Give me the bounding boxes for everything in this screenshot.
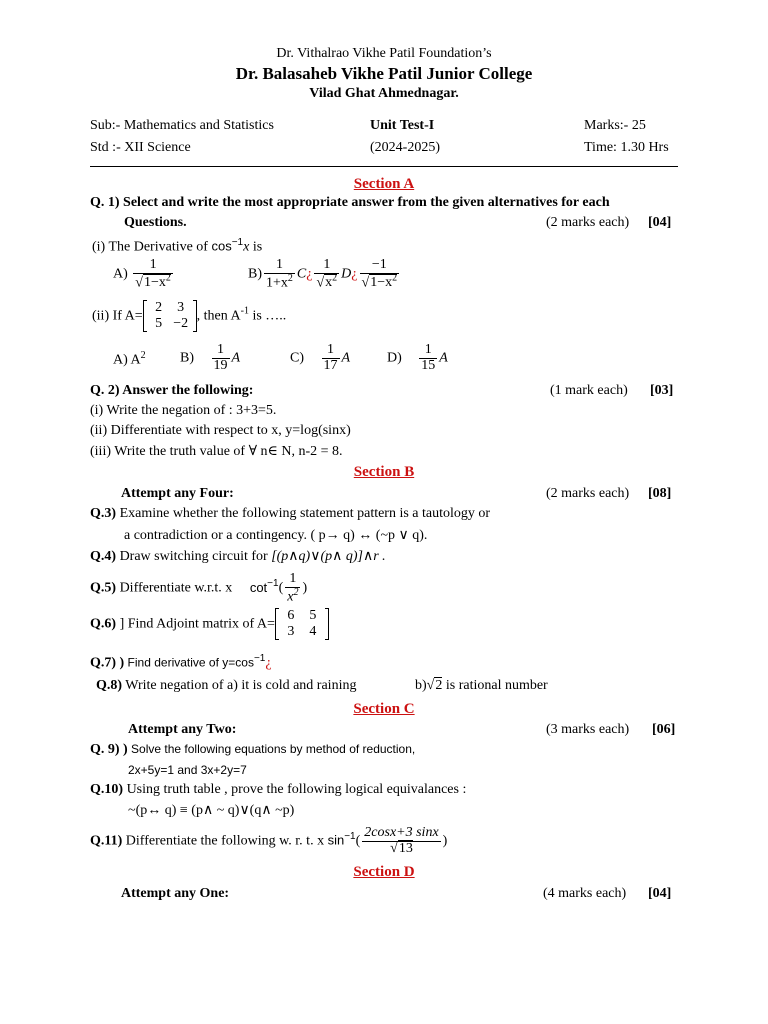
q1-ii-matrix bbox=[143, 300, 197, 332]
option-a-den: $√1-x^2$ bbox=[135, 272, 171, 291]
option-b-fraction bbox=[264, 258, 295, 291]
q1-heading-cont: Questions. bbox=[124, 215, 187, 230]
q5-text: Differentiate w.r.t. x bbox=[116, 580, 233, 596]
option-c-mark: ¿ bbox=[306, 266, 313, 282]
option-a-label: A) bbox=[113, 266, 128, 282]
q1-ii-option-a bbox=[113, 350, 146, 369]
q1-heading: Q. 1) Select and write the most appropriate answer from the given alternatives for each bbox=[90, 195, 610, 210]
section-b-attempt: Attempt any Four: bbox=[121, 486, 234, 501]
q9-number: Q. 9) ) bbox=[90, 742, 128, 757]
college-place: Vilad Ghat Ahmednagar. bbox=[309, 86, 459, 101]
q11-den-rad: 13 bbox=[398, 840, 413, 856]
q4 bbox=[90, 548, 386, 565]
option-d-exp: 2 bbox=[392, 272, 398, 284]
q2-ii: (ii) Differentiate with respect to x, y=log(sinx) bbox=[90, 423, 351, 438]
q1-ii-option-b bbox=[180, 343, 240, 373]
q8-text: Write negation of a) it is cold and raining bbox=[122, 678, 357, 693]
q2-heading: Q. 2) Answer the following: bbox=[90, 383, 254, 398]
q1-i-options bbox=[113, 258, 175, 291]
section-c-total: [06] bbox=[652, 722, 676, 737]
option-d-fraction bbox=[360, 258, 400, 291]
q6-text: ] Find Adjoint matrix of A= bbox=[116, 616, 275, 632]
matrix-cell: 4 bbox=[309, 624, 317, 640]
matrix-row bbox=[148, 300, 192, 316]
q1-ii-then: , then A bbox=[196, 308, 241, 324]
q5-number: Q.5) bbox=[90, 580, 117, 596]
option-b-num: 1 bbox=[264, 258, 295, 274]
ii-option-c-a: A bbox=[341, 350, 351, 366]
section-c-attempt: Attempt any Two: bbox=[128, 722, 237, 737]
matrix-cell: 6 bbox=[287, 608, 295, 623]
academic-year: (2024-2025) bbox=[370, 140, 440, 155]
option-a-fraction bbox=[133, 258, 173, 291]
option-a-exp: 2 bbox=[165, 272, 171, 284]
section-d-attempt: Attempt any One: bbox=[121, 886, 230, 901]
ii-option-c-fraction bbox=[322, 343, 340, 373]
section-d-title: Section D bbox=[353, 864, 415, 880]
q6 bbox=[90, 608, 329, 640]
matrix-cell: 2 bbox=[155, 300, 163, 315]
option-b-exp: 2 bbox=[287, 272, 293, 284]
q9-text: Solve the following equations by method of reduction, bbox=[127, 742, 416, 756]
ii-option-b-label: B) bbox=[180, 350, 194, 366]
q5-den-exp: 2 bbox=[293, 586, 299, 598]
ii-option-a-value: A bbox=[130, 352, 141, 368]
q8-b-end: is rational number bbox=[442, 678, 548, 693]
q1-ii-option-d bbox=[387, 343, 448, 373]
option-d-mark: ¿ bbox=[351, 266, 358, 282]
option-c-rad: x bbox=[325, 275, 333, 291]
q5-den bbox=[285, 588, 300, 605]
ii-option-a-sup: 2 bbox=[140, 350, 146, 361]
ii-option-b-a: A bbox=[231, 350, 241, 366]
option-c-exp: 2 bbox=[332, 272, 338, 284]
q8-b-label: b) bbox=[415, 678, 427, 693]
q1-ii-sup: -1 bbox=[240, 305, 249, 317]
matrix-cell: −2 bbox=[173, 316, 189, 332]
q2-marks: (1 mark each) bbox=[550, 383, 628, 398]
ii-option-d-label: D) bbox=[387, 350, 402, 366]
q1-i-text: (i) The Derivative of bbox=[92, 239, 208, 255]
option-c-num: 1 bbox=[314, 258, 339, 274]
foundation-name: Dr. Vithalrao Vikhe Patil Foundation’s bbox=[276, 46, 492, 61]
ii-option-d-num: 1 bbox=[419, 343, 437, 359]
option-c-den: $√x^2$ bbox=[316, 272, 338, 291]
q9 bbox=[90, 742, 415, 758]
matrix-row bbox=[280, 624, 324, 640]
q11-fraction bbox=[362, 826, 440, 856]
q1-ii-prefix: (ii) If A= bbox=[92, 308, 143, 324]
q10-expression: ~(p↔ q) ≡ (p∧ ~ q)∨(q∧ ~p) bbox=[128, 803, 295, 818]
option-d-num: −1 bbox=[360, 258, 400, 274]
q1-ii bbox=[92, 300, 286, 332]
q2-iii: (iii) Write the truth value of ∀ n∈ N, n-2 = 8. bbox=[90, 444, 343, 459]
section-b-marks: (2 marks each) bbox=[546, 486, 630, 501]
marks-total: Marks:- 25 bbox=[584, 118, 646, 133]
ii-option-d-a: A bbox=[439, 350, 448, 366]
option-b-den bbox=[264, 274, 295, 291]
section-b-title: Section B bbox=[353, 464, 415, 480]
q5-fraction bbox=[285, 572, 300, 605]
header-divider bbox=[90, 166, 678, 167]
section-c-title: Section C bbox=[353, 701, 415, 717]
q3 bbox=[90, 506, 490, 522]
matrix-row bbox=[280, 608, 324, 624]
matrix-row bbox=[148, 316, 192, 332]
ii-option-b-fraction bbox=[212, 343, 230, 373]
q11: Q.11) Differentiate the following w. r. t. x $\sin^{-1}$( $\frac{2\cos x+3 \sin x}{√13}$ ) bbox=[90, 825, 448, 856]
q11-sup: −1 bbox=[344, 830, 356, 842]
q7-text: Find derivative of y=cos bbox=[124, 655, 254, 670]
q6-number: Q.6) bbox=[90, 616, 117, 632]
q1-total: [04] bbox=[648, 215, 672, 230]
section-b-total: [08] bbox=[648, 486, 672, 501]
standard: Std :- XII Science bbox=[90, 140, 191, 155]
q5: Q.5) Differentiate w.r.t. x $\cot^{-1}$( $\frac{1}{x^2}$ ) bbox=[90, 571, 308, 605]
time-duration: Time: 1.30 Hrs bbox=[584, 140, 669, 155]
q7-sup: −1 bbox=[253, 653, 266, 664]
test-name: Unit Test-I bbox=[370, 118, 435, 133]
q1-i-sup: −1 bbox=[231, 237, 244, 248]
q1-ii-end: is ….. bbox=[248, 308, 287, 324]
q10-number: Q.10) bbox=[90, 782, 124, 797]
q7-number: Q.7) ) bbox=[90, 655, 125, 671]
q11-text: Differentiate the following w. r. t. x bbox=[122, 833, 325, 849]
q11-num: 2cosx+3 sinx bbox=[364, 825, 439, 840]
option-b-den-text: 1+x bbox=[266, 275, 288, 291]
ii-option-d-fraction bbox=[419, 343, 437, 373]
q11-den: √13 bbox=[390, 840, 413, 856]
q1-i-func: cos bbox=[211, 238, 232, 254]
q5-sup: −1 bbox=[267, 578, 279, 590]
section-d-marks: (4 marks each) bbox=[543, 886, 627, 901]
q3-text: Examine whether the following statement pattern is a tautology or bbox=[116, 506, 491, 521]
section-c-marks: (3 marks each) bbox=[546, 722, 630, 737]
q5-func: cot bbox=[249, 579, 268, 595]
q6-matrix bbox=[275, 608, 329, 640]
q1-i-is: is bbox=[252, 239, 263, 255]
matrix-cell: 3 bbox=[287, 624, 295, 640]
section-a-title: Section A bbox=[353, 176, 415, 192]
q1-i bbox=[92, 237, 262, 256]
q2-total: [03] bbox=[650, 383, 674, 398]
ii-option-c-num: 1 bbox=[322, 343, 340, 359]
q8 bbox=[96, 678, 356, 694]
q3-cont: a contradiction or a contingency. ( p→ q) ↔ (~p ∨ q). bbox=[124, 528, 428, 543]
q1-ii-option-c bbox=[290, 343, 350, 373]
q7-mark: ¿ bbox=[265, 655, 272, 671]
option-b-label: B) bbox=[248, 266, 262, 282]
q5-num: 1 bbox=[285, 572, 300, 588]
ii-option-c-den: 17 bbox=[323, 357, 338, 373]
ii-option-b-den: 19 bbox=[213, 357, 228, 373]
ii-option-c-label: C) bbox=[290, 350, 304, 366]
q1-i-options-bcd bbox=[248, 258, 401, 291]
option-a-rad: 1−x bbox=[143, 275, 166, 291]
option-a-num: 1 bbox=[133, 258, 173, 274]
q4-number: Q.4) bbox=[90, 549, 117, 564]
q10 bbox=[90, 782, 466, 798]
q5-den-var: x bbox=[287, 589, 294, 605]
ii-option-d-den: 15 bbox=[421, 357, 436, 373]
q8-b: b)√2 is rational number bbox=[415, 678, 548, 693]
option-d-rad: 1−x bbox=[370, 275, 393, 291]
option-d-label: D bbox=[341, 266, 352, 282]
q8-b-rad: 2 bbox=[435, 678, 443, 693]
section-d-total: [04] bbox=[648, 886, 672, 901]
q1-i-var: x bbox=[243, 239, 250, 255]
option-d-den: $√1-x^2$ bbox=[361, 272, 398, 291]
subject: Sub:- Mathematics and Statistics bbox=[90, 118, 274, 133]
ii-option-a-label: A) bbox=[113, 352, 128, 368]
q8-number: Q.8) bbox=[96, 678, 123, 693]
q1-marks: (2 marks each) bbox=[546, 215, 630, 230]
q7 bbox=[90, 653, 272, 672]
matrix-cell: 5 bbox=[309, 608, 317, 623]
q9-equations: 2x+5y=1 and 3x+2y=7 bbox=[128, 763, 247, 777]
q11-func: sin bbox=[327, 832, 345, 848]
q11-number: Q.11) bbox=[90, 833, 123, 849]
option-c-fraction bbox=[314, 258, 339, 291]
q2-i: (i) Write the negation of : 3+3=5. bbox=[90, 403, 277, 418]
option-c-label: C bbox=[296, 266, 307, 282]
ii-option-b-num: 1 bbox=[212, 343, 230, 359]
q3-number: Q.3) bbox=[90, 506, 117, 521]
college-name: Dr. Balasaheb Vikhe Patil Junior College bbox=[235, 64, 533, 83]
q4-expression: [(p∧q)∨(p∧ q)]∧r . bbox=[271, 549, 386, 564]
matrix-cell: 5 bbox=[155, 316, 163, 332]
q4-text: Draw switching circuit for bbox=[116, 549, 272, 564]
q10-text: Using truth table , prove the following logical equivalances : bbox=[123, 782, 467, 797]
matrix-cell: 3 bbox=[177, 300, 185, 315]
